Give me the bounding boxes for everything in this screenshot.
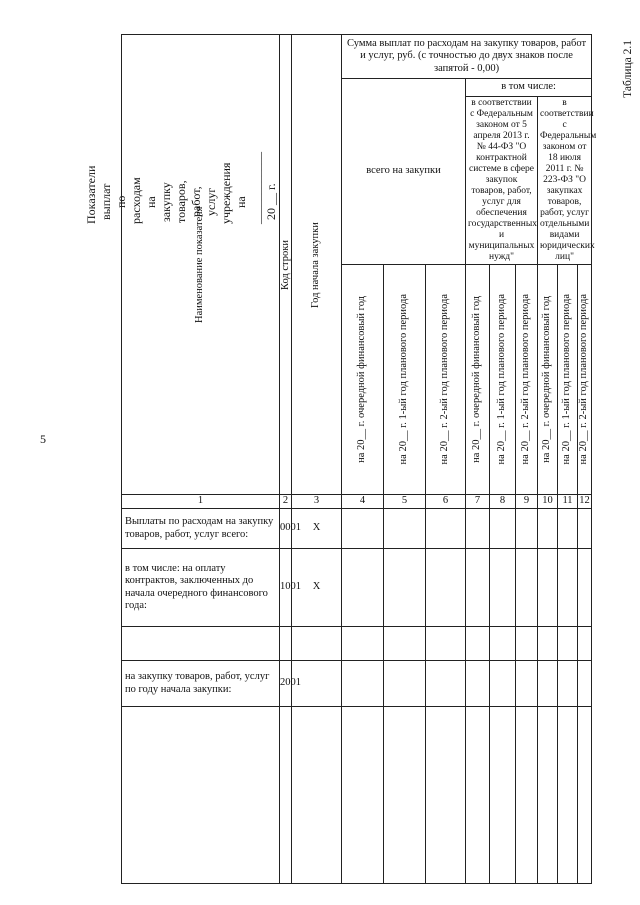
col-number: 11 — [558, 495, 578, 509]
period-total-current: на 20__ г. очередной финансовый год — [342, 265, 384, 495]
row-year — [292, 627, 342, 661]
table-row — [122, 707, 592, 884]
col-number: 10 — [538, 495, 558, 509]
row-year — [292, 707, 342, 884]
header-total: всего на закупки — [342, 79, 466, 265]
header-law44: в соответствии с Федеральным законом от 5 апреля 2013 г. № 44-ФЗ "О контрактной системе в сфере закупок товаров, работ, услуг для обеспечения государственных и муниципальных нужд" — [466, 97, 538, 265]
header-name: Наименование показателя — [122, 35, 280, 495]
col-number: 12 — [578, 495, 592, 509]
row-code: 0001 — [280, 509, 292, 549]
col-number: 3 — [292, 495, 342, 509]
row-name: в том числе: на оплату контрактов, заключенных до начала очередного финансового года: — [122, 549, 280, 627]
period-223-second: на 20__ г. 2-ый год планового периода — [578, 265, 592, 495]
header-law223: в соответствии с Федеральным законом от 18 июля 2011 г. № 223-ФЗ "О закупках товаров, работ, услуг отдельными видами юридических лиц" — [538, 97, 592, 265]
row-name — [122, 627, 280, 661]
row-year: Х — [292, 549, 342, 627]
col-number: 5 — [384, 495, 426, 509]
column-number-row — [122, 495, 592, 509]
row-code — [280, 627, 292, 661]
table-row — [122, 627, 592, 661]
period-total-second: на 20__ г. 2-ый год планового периода — [426, 265, 466, 495]
row-code: 2001 — [280, 661, 292, 707]
col-number: 2 — [280, 495, 292, 509]
period-total-first: на 20__ г. 1-ый год планового периода — [384, 265, 426, 495]
col-number: 1 — [122, 495, 280, 509]
header-sum-group: Сумма выплат по расходам на закупку товаров, работ и услуг, руб. (с точностью до двух знаков после запятой - 0,00) — [342, 35, 592, 79]
period-223-first: на 20__ г. 1-ый год планового периода — [558, 265, 578, 495]
period-44-current: на 20__ г. очередной финансовый год — [466, 265, 490, 495]
title-line1: Показатели выплат по расходам на закупку товаров, работ, услуг учреждения — [84, 162, 233, 224]
header-year: Год начала закупки — [292, 35, 342, 495]
row-name — [122, 707, 280, 884]
row-code — [280, 707, 292, 884]
purchase-payments-table — [121, 34, 597, 884]
col-number: 8 — [490, 495, 516, 509]
period-44-second: на 20__ г. 2-ый год планового периода — [516, 265, 538, 495]
col-number: 6 — [426, 495, 466, 509]
header-code: Код строки — [280, 35, 292, 495]
title-line2: на ____________ 20 __ г. — [234, 152, 278, 224]
col-number: 7 — [466, 495, 490, 509]
row-name: Выплаты по расходам на закупку товаров, работ, услуг всего: — [122, 509, 280, 549]
period-223-current: на 20__ г. очередной финансовый год — [538, 265, 558, 495]
period-44-first: на 20__ г. 1-ый год планового периода — [490, 265, 516, 495]
table-label: Таблица 2.1 — [622, 40, 634, 98]
row-name: на закупку товаров, работ, услуг по году начала закупки: — [122, 661, 280, 707]
row-year: Х — [292, 509, 342, 549]
col-number: 9 — [516, 495, 538, 509]
page-number: 5 — [40, 432, 46, 446]
col-number: 4 — [342, 495, 384, 509]
table-row — [122, 661, 592, 707]
header-incl: в том числе: — [466, 79, 592, 97]
row-code: 1001 — [280, 549, 292, 627]
table-row — [122, 509, 592, 549]
table-row — [122, 549, 592, 627]
